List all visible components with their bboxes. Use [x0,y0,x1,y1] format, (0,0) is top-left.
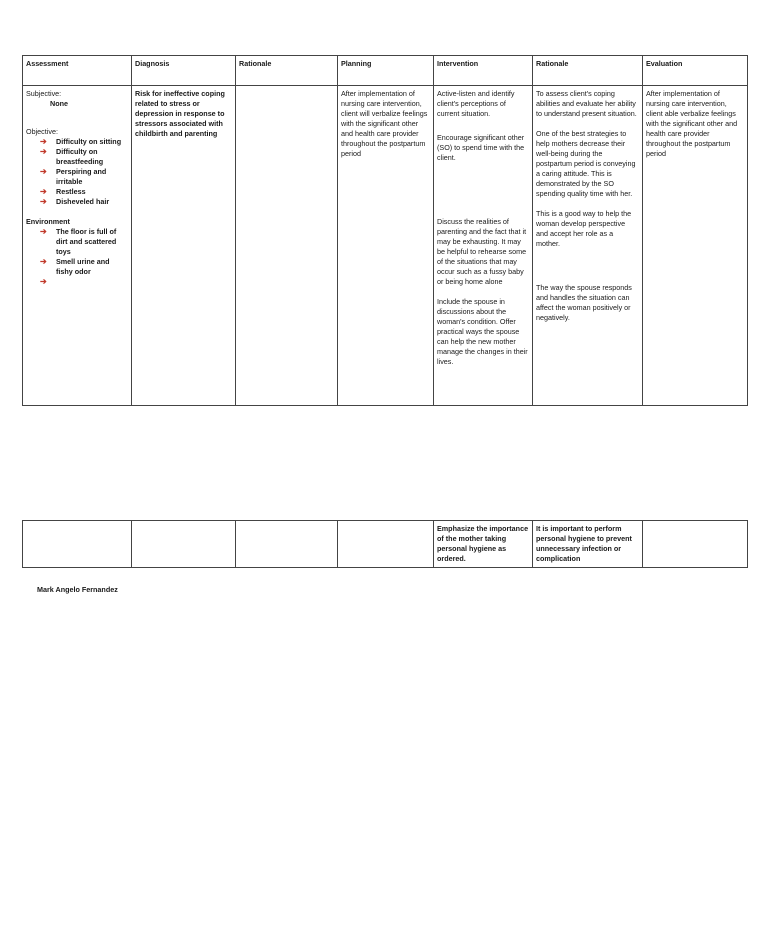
evaluation-text: After implementation of nursing care intervention, client able verbalize feelings with the significant other and health care provider throughout the postpartum period [646,89,738,158]
diagnosis-text: Risk for ineffective coping related to stress or depression in response to stressors associated with childbirth and parenting [135,89,225,138]
header-assessment: Assessment [23,56,132,86]
objective-list [26,137,128,207]
list-item: ➔ Smell urine and fishy odor [40,257,128,277]
rationale-item: This is a good way to help the woman develop perspective and accept her role as a mother. [536,209,632,248]
rationale-cell-3 [533,521,643,568]
subjective-value: None [50,99,68,108]
rationale-item: The way the spouse responds and handles the situation can affect the woman positively or negatively. [536,283,632,322]
nursing-care-plan-continuation-table [22,520,748,568]
list-item [40,277,128,287]
author-name: Mark Angelo Fernandez [37,585,118,594]
rationale-item: One of the best strategies to help mothers decrease their well-being during the postpartum period is conveying a caring attitude. This is demonstrated by the SO spending quality time with her. [536,129,636,198]
rationale-item: To assess client's coping abilities and evaluate her ability to understand present situation. [536,89,637,118]
objective-label: Objective: [26,127,58,136]
intervention-cell-2 [434,521,533,568]
nursing-care-plan-table [22,55,748,406]
intervention-item: Active-listen and identify client's perceptions of current situation. [437,89,515,118]
assessment-cell [23,86,132,406]
header-evaluation: Evaluation [643,56,748,86]
header-planning: Planning [338,56,434,86]
content-row [23,86,748,406]
rationale-2-cell [533,86,643,406]
planning-cell-2 [338,521,434,568]
header-rationale-2: Rationale [533,56,643,86]
intervention-item: Discuss the realities of parenting and the fact that it may be exhausting. It may be helpful to rehearse some of the situations that may occur such as a fussy baby or being home alone [437,217,527,286]
header-diagnosis: Diagnosis [132,56,236,86]
header-rationale: Rationale [236,56,338,86]
list-item: ➔ Restless [40,187,128,197]
assessment-cell-2 [23,521,132,568]
subjective-label: Subjective: [26,89,62,98]
rationale-cell-2 [236,521,338,568]
rationale-cell [236,86,338,406]
environment-list [26,227,128,287]
evaluation-cell-2 [643,521,748,568]
intervention-item: Include the spouse in discussions about the woman's condition. Offer practical ways the spouse can help the new mother manage the changes in their lives. [437,297,528,366]
planning-text: After implementation of nursing care intervention, client will verbalize feelings with the significant other and health care provider throughout the postpartum period [341,89,428,158]
intervention-cell [434,86,533,406]
intervention-text: Emphasize the importance of the mother taking personal hygiene as ordered. [437,524,529,563]
diagnosis-cell [132,86,236,406]
list-item: ➔ The floor is full of dirt and scattered toys [40,227,128,257]
list-item: ➔ Disheveled hair [40,197,128,207]
list-item: ➔ Difficulty on breastfeeding [40,147,128,167]
header-intervention: Intervention [434,56,533,86]
planning-cell [338,86,434,406]
diagnosis-cell-2 [132,521,236,568]
intervention-item: Encourage significant other (SO) to spend time with the client. [437,133,525,162]
list-item: ➔ Perspiring and irritable [40,167,128,187]
environment-label: Environment [26,217,70,226]
evaluation-cell [643,86,748,406]
rationale-text: It is important to perform personal hygiene to prevent unnecessary infection or complication [536,524,632,563]
header-row [23,56,748,86]
list-item: ➔ Difficulty on sitting [40,137,128,147]
content-row [23,521,748,568]
